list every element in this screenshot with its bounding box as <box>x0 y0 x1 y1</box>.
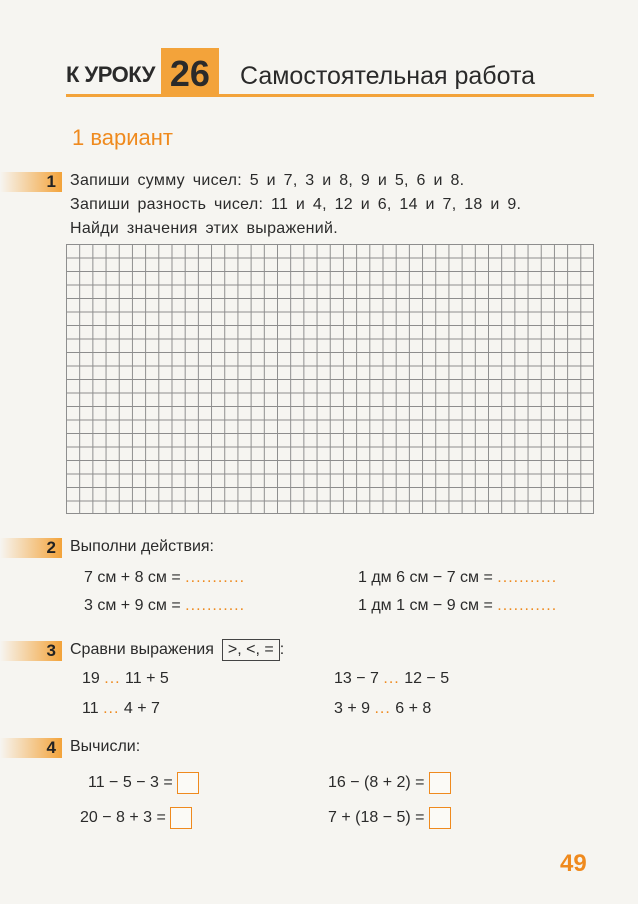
lesson-tag <box>66 48 219 94</box>
task-2-number: 2 <box>46 538 56 557</box>
task-2-item-3 <box>84 597 245 615</box>
task-3-instruction-line <box>70 639 284 661</box>
task-3-badge <box>0 641 62 661</box>
task-3-instruction: Сравни выражения <box>70 641 214 658</box>
task-4-item-2 <box>328 772 451 794</box>
task-3-colon: : <box>279 641 285 658</box>
task-1-line-3: Найди значения этих выражений. <box>70 220 339 237</box>
task-2-badge <box>0 538 62 558</box>
task-4-item-2-expr: 16 − (8 + 2) = <box>328 774 425 792</box>
header-divider <box>66 94 594 97</box>
comparison-signs-box: >, <, = <box>222 639 280 661</box>
task-3-number: 3 <box>46 641 56 660</box>
lesson-number: 26 <box>169 53 210 94</box>
task-1-badge <box>0 172 62 192</box>
task-4-item-4-expr: 7 + (18 − 5) = <box>328 809 425 827</box>
task-2-item-4-expr: 1 дм 1 см − 9 см = <box>358 597 493 614</box>
task-2-item-3-expr: 3 см + 9 см = <box>84 597 181 614</box>
task-1-line-1: Запиши сумму чисел: 5 и 7, 3 и 8, 9 и 5, 6 и 8. <box>70 172 465 189</box>
task-4-item-1-answer-box[interactable] <box>177 772 199 794</box>
task-3-item-4 <box>334 700 431 718</box>
task-2-item-2-expr: 1 дм 6 см − 7 см = <box>358 569 493 586</box>
variant-label: 1 вариант <box>72 125 174 150</box>
task-3-item-1-left: 19 <box>82 670 100 687</box>
task-4-item-3-answer-box[interactable] <box>170 807 192 829</box>
task-3-item-1-gap[interactable]: ... <box>104 670 121 687</box>
task-3-item-2-left: 13 − 7 <box>334 670 379 687</box>
task-4-number: 4 <box>46 738 56 757</box>
task-3-item-3-left: 11 <box>82 700 99 717</box>
task-4-item-3-expr: 20 − 8 + 3 = <box>80 809 166 827</box>
task-4-item-3 <box>80 807 192 829</box>
task-4-item-2-answer-box[interactable] <box>429 772 451 794</box>
task-4-item-1-expr: 11 − 5 − 3 = <box>88 774 173 792</box>
task-4-item-4-answer-box[interactable] <box>429 807 451 829</box>
task-2-item-1 <box>84 569 245 587</box>
page-title: Самостоятельная работа <box>240 62 536 90</box>
task-3-item-3 <box>82 700 160 718</box>
task-4-item-1 <box>88 772 199 794</box>
task-3-item-4-left: 3 + 9 <box>334 700 371 717</box>
task-2-item-3-blank[interactable]: ........... <box>185 597 246 614</box>
task-2-item-2 <box>358 569 557 587</box>
task-4-item-4 <box>328 807 451 829</box>
lesson-word: К УРОКУ <box>66 62 155 87</box>
task-3-item-2-right: 12 − 5 <box>404 670 450 687</box>
task-3-item-4-gap[interactable]: ... <box>374 700 391 717</box>
task-3-item-3-gap[interactable]: ... <box>103 700 120 717</box>
task-2-item-1-blank[interactable]: ........... <box>185 569 246 586</box>
task-2-item-4-blank[interactable]: ........... <box>497 597 558 614</box>
task-1-line-2: Запиши разность чисел: 11 и 4, 12 и 6, 14 и 7, 18 и 9. <box>70 196 522 213</box>
task-3-item-2-gap[interactable]: ... <box>383 670 400 687</box>
answer-grid[interactable] <box>66 244 594 514</box>
page-number: 49 <box>560 850 587 877</box>
task-3-item-2 <box>334 670 449 688</box>
task-3-item-4-right: 6 + 8 <box>395 700 432 717</box>
task-2-item-4 <box>358 597 557 615</box>
task-4-instruction: Вычисли: <box>70 738 141 755</box>
task-4-badge <box>0 738 62 758</box>
task-1-number: 1 <box>46 172 56 191</box>
task-2-item-1-expr: 7 см + 8 см = <box>84 569 181 586</box>
lesson-number-box <box>161 48 219 94</box>
task-3-item-1 <box>82 670 169 688</box>
task-2-item-2-blank[interactable]: ........... <box>497 569 558 586</box>
task-2-instruction: Выполни действия: <box>70 538 214 555</box>
task-3-item-3-right: 4 + 7 <box>123 700 160 717</box>
task-3-item-1-right: 11 + 5 <box>125 670 169 687</box>
